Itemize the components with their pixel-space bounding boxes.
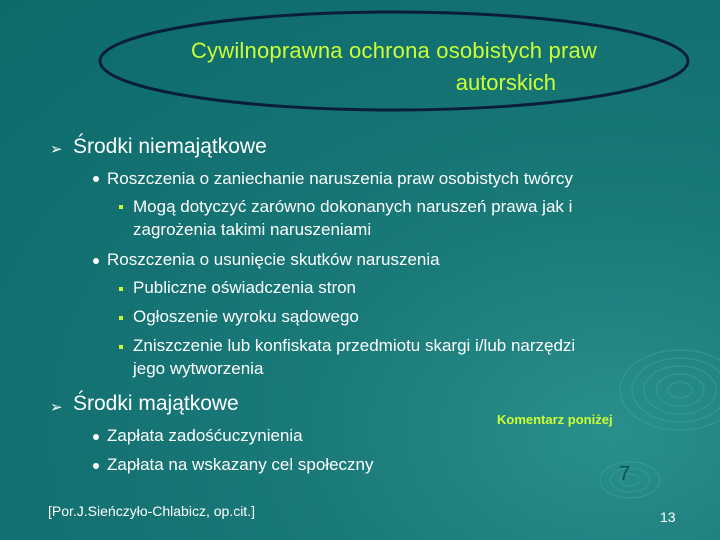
title-area: [96, 8, 696, 114]
comment-note: Komentarz poniżej: [497, 412, 613, 427]
sub-item-line2: zagrożenia takimi naruszeniami: [133, 220, 372, 239]
list-item: Zapłata na wskazany cel społeczny: [107, 455, 374, 474]
round-bullet-icon: [93, 258, 99, 264]
round-bullet-icon: [93, 463, 99, 469]
round-bullet-icon: [93, 176, 99, 182]
square-bullet-icon: [119, 205, 123, 209]
slide-title-line1: Cywilnoprawna ochrona osobistych praw: [190, 38, 598, 63]
page-number: 13: [660, 509, 676, 525]
section-heading-nonpecuniary: Środki niemajątkowe: [73, 135, 267, 158]
list-item: Roszczenia o zaniechanie naruszenia praw osobistych twórcy: [107, 169, 573, 188]
square-bullet-icon: [119, 316, 123, 320]
slide-title-line2: autorskich: [455, 70, 556, 95]
sub-item-line2: jego wytworzenia: [133, 359, 264, 378]
arrow-bullet-icon: ➢: [50, 141, 63, 158]
sub-item-line1: Mogą dotyczyć zarówno dokonanych naruszeń prawa jak i: [133, 197, 573, 216]
square-bullet-icon: [119, 345, 123, 349]
ripple-decoration: [560, 330, 720, 540]
sub-item-line1: Publiczne oświadczenia stron: [133, 278, 357, 297]
arrow-bullet-icon: ➢: [50, 399, 63, 416]
annotation-number: 7: [619, 463, 631, 485]
citation: [Por.J.Sieńczyło-Chlabicz, op.cit.]: [48, 503, 255, 519]
round-bullet-icon: [93, 434, 99, 440]
section-heading-pecuniary: Środki majątkowe: [73, 392, 239, 415]
list-item: Roszczenia o usunięcie skutków naruszenia: [107, 250, 440, 269]
sub-item-line1: Ogłoszenie wyroku sądowego: [133, 307, 359, 326]
sub-item-line1: Zniszczenie lub konfiskata przedmiotu skargi i/lub narzędzi: [133, 336, 576, 355]
list-item: Zapłata zadośćuczynienia: [107, 426, 303, 445]
square-bullet-icon: [119, 287, 123, 291]
